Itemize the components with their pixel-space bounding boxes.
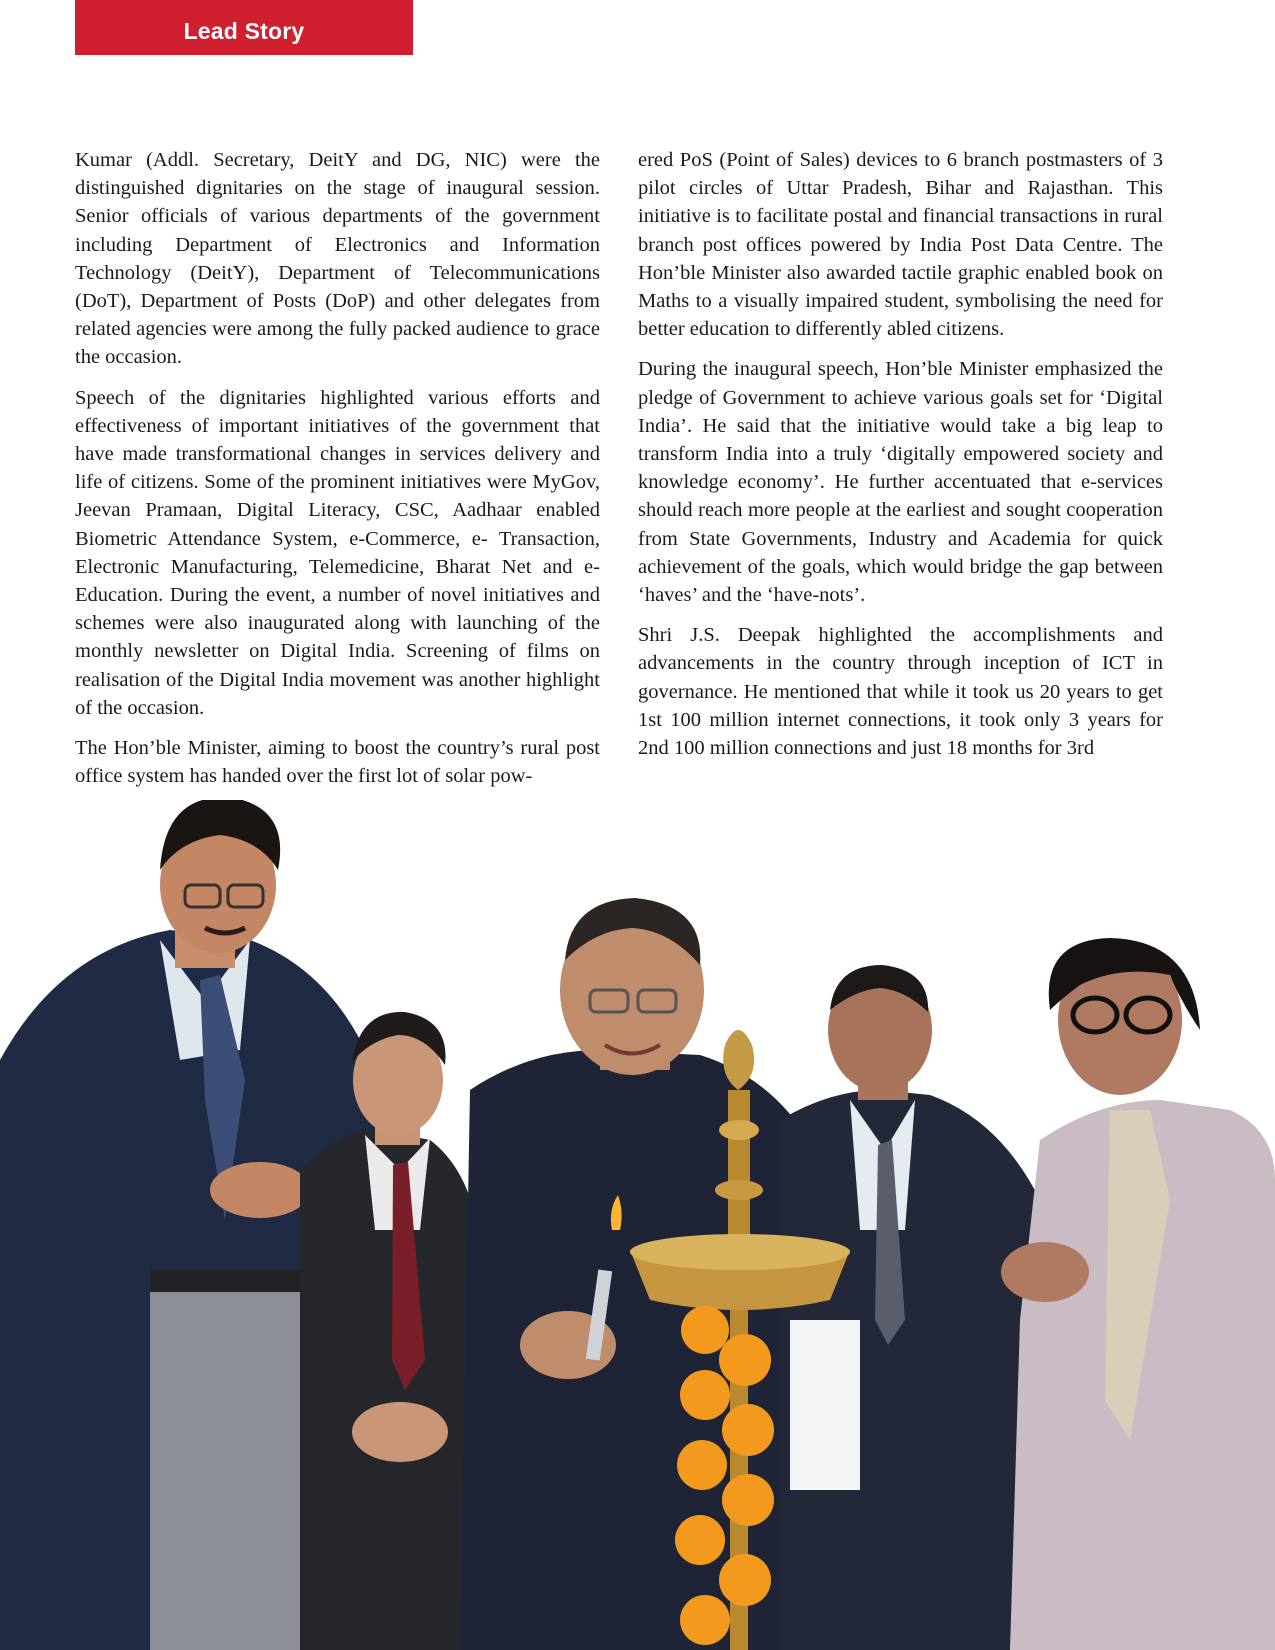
section-label: Lead Story <box>183 18 305 44</box>
section-tab <box>75 0 413 55</box>
article-column-left <box>75 146 600 802</box>
person-5 <box>1001 938 1275 1650</box>
article-paragraph: ered PoS (Point of Sales) devices to 6 branch postmasters of 3 pilot circles of Uttar Pradesh, Bihar and Rajasthan. This initiative is to facilitate postal and financial transactions in rural branch post offices powered by India Post Data Centre. The Hon’ble Minister also awarded tactile graphic enabled book on Maths to a visually impaired student, symbolising the need for better education to differently abled citizens. <box>638 149 1163 341</box>
article-column-right <box>638 146 1163 802</box>
article-body <box>75 146 1163 802</box>
article-paragraph: Kumar (Addl. Secretary, DeitY and DG, NIC) were the distinguished dignitaries on the stage of inaugural session. Senior officials of various departments of the government including Department of Electronics and Information Technology (DeitY), Department of Telecommunications (DoT), Department of Posts (DoP) and other delegates from related agencies were among the fully packed audience to grace the occasion. <box>75 149 600 369</box>
article-paragraph: During the inaugural speech, Hon’ble Minister emphasized the pledge of Government to achieve various goals set for ‘Digital India’. He said that the initiative would take a big leap to transform India into a truly ‘digitally empowered society and knowledge economy’. He further accentuated that e-services should reach more people at the earliest and sought cooperation from State Governments, Industry and Academia for quick achievement of the goals, which would bridge the gap between ‘haves’ and the ‘have-nots’. <box>638 358 1163 607</box>
article-paragraph: Shri J.S. Deepak highlighted the accomplishments and advancements in the country through inception of ICT in governance. He mentioned that while it took us 20 years to get 1st 100 million internet connections, it took only 3 years for 2nd 100 million connections and just 18 months for 3rd <box>638 624 1163 760</box>
article-paragraph: The Hon’ble Minister, aiming to boost the country’s rural post office system has handed over the first lot of solar pow- <box>75 737 600 788</box>
article-paragraph: Speech of the dignitaries highlighted various efforts and effectiveness of important initiatives of the government that have made transformational changes in services delivery and life of citizens. Some of the prominent initiatives were MyGov, Jeevan Pramaan, Digital Literacy, CSC, Aadhaar enabled Biometric Attendance System, e-Commerce, e- Transaction, Electronic Manufacturing, Telemedicine, Bharat Net and e-Education. During the event, a number of novel initiatives and schemes were also inaugurated along with launching of the monthly newsletter on Digital India. Screening of films on realisation of the Digital India movement was another highlight of the occasion. <box>75 386 600 719</box>
person-4 <box>780 965 1040 1650</box>
lamp-lighting-photo <box>0 800 1275 1650</box>
